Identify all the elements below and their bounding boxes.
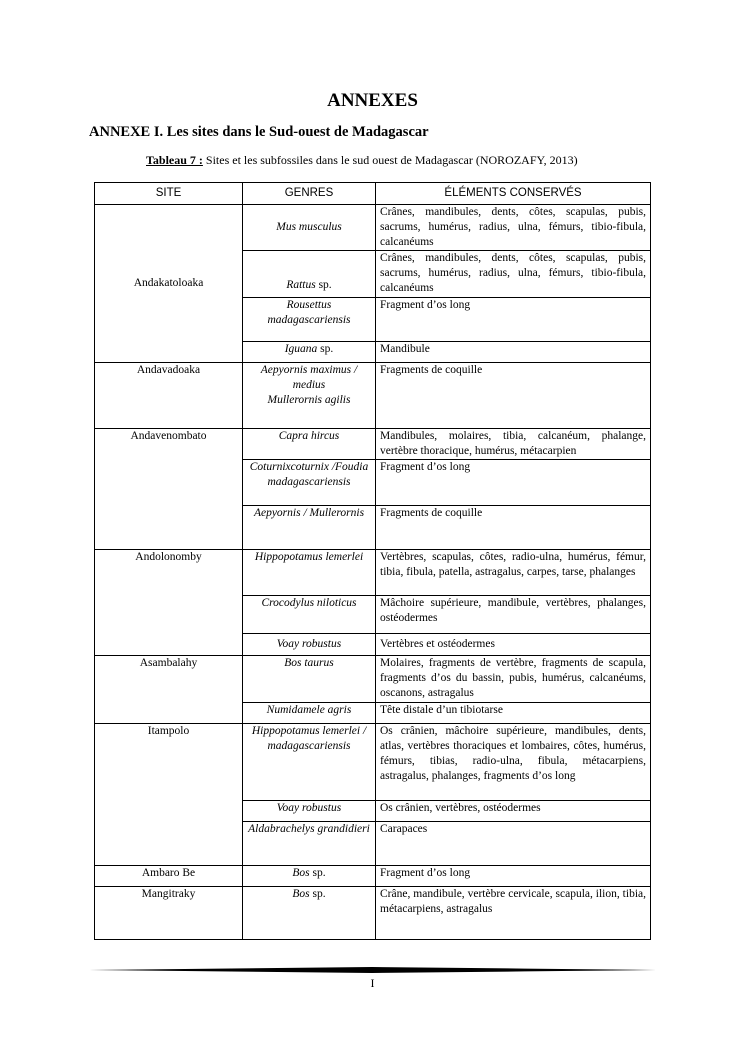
page-title: ANNEXES	[327, 90, 418, 111]
elements-cell: Os crânien, mâchoire supérieure, mandibules, dents, atlas, vertèbres thoraciques et lombaires, côtes, humérus, fémurs, tibias, radio-ulna, fibula, métacarpiens, astragalus, phalanges, fragments d’os long	[376, 724, 651, 801]
genre-cell: Capra hircus	[243, 429, 376, 460]
table-row	[95, 363, 651, 429]
genre-cell: Rousettus madagascariensis	[243, 298, 376, 342]
elements-cell: Carapaces	[376, 822, 651, 866]
genre-cell: Aepyornis / Mullerornis	[243, 506, 376, 550]
site-cell: Asambalahy	[95, 656, 243, 724]
table-row	[95, 887, 651, 940]
genre-cell: Hippopotamus lemerlei / madagascariensis	[243, 724, 376, 801]
site-cell: Mangitraky	[95, 887, 243, 940]
elements-cell: Fragment d’os long	[376, 866, 651, 887]
elements-cell: Os crânien, vertèbres, ostéodermes	[376, 801, 651, 822]
subfossil-sites-table	[94, 182, 651, 940]
genre-cell: Mus musculus	[243, 205, 376, 251]
elements-cell: Fragment d’os long	[376, 298, 651, 342]
genre-cell: Iguana sp.	[243, 342, 376, 363]
page-number: I	[370, 976, 375, 990]
genre-cell: Crocodylus niloticus	[243, 596, 376, 634]
genre-cell: Aldabrachelys grandidieri	[243, 822, 376, 866]
site-cell: Ambaro Be	[95, 866, 243, 887]
genre-cell: Bos sp.	[243, 866, 376, 887]
elements-cell: Fragments de coquille	[376, 363, 651, 429]
elements-cell: Crânes, mandibules, dents, côtes, scapulas, pubis, sacrums, humérus, radius, ulna, fémurs, tibio-fibula, calcanéums	[376, 205, 651, 251]
genre-cell: Voay robustus	[243, 634, 376, 656]
site-cell: Andakatoloaka	[95, 205, 243, 363]
table-header-row	[95, 183, 651, 205]
genre-cell: Numidamele agris	[243, 703, 376, 724]
site-cell: Itampolo	[95, 724, 243, 866]
elements-cell: Fragment d’os long	[376, 460, 651, 506]
header-elements: ÉLÉMENTS CONSERVÉS	[376, 183, 651, 205]
genre-cell: Rattus sp.	[243, 251, 376, 298]
genre-cell: Coturnixcoturnix /Foudia madagascariensis	[243, 460, 376, 506]
table-row	[95, 656, 651, 703]
footer-rule	[89, 966, 656, 974]
site-cell: Andavenombato	[95, 429, 243, 550]
elements-cell: Mandibule	[376, 342, 651, 363]
site-cell: Andolonomby	[95, 550, 243, 656]
table-row	[95, 205, 651, 251]
genre-cell: Bos sp.	[243, 887, 376, 940]
header-site: SITE	[95, 183, 243, 205]
table-row	[95, 724, 651, 801]
elements-cell: Fragments de coquille	[376, 506, 651, 550]
caption-label: Tableau 7 :	[146, 153, 203, 167]
annex-subtitle: ANNEXE I. Les sites dans le Sud-ouest de Madagascar	[89, 124, 429, 140]
genre-cell: Voay robustus	[243, 801, 376, 822]
elements-cell: Vertèbres et ostéodermes	[376, 634, 651, 656]
elements-cell: Mandibules, molaires, tibia, calcanéum, phalange, vertèbre thoracique, humérus, métacarpien	[376, 429, 651, 460]
genre-cell: Aepyornis maximus / medius Mullerornis agilis	[243, 363, 376, 429]
elements-cell: Molaires, fragments de vertèbre, fragments de scapula, fragments d’os du bassin, pubis, humérus, calcanéums, oscanons, astragalus	[376, 656, 651, 703]
site-cell: Andavadoaka	[95, 363, 243, 429]
genre-cell: Hippopotamus lemerlei	[243, 550, 376, 596]
caption-text: Sites et les subfossiles dans le sud ouest de Madagascar (NOROZAFY, 2013)	[202, 153, 578, 167]
header-genres: GENRES	[243, 183, 376, 205]
genre-cell: Bos taurus	[243, 656, 376, 703]
table-row	[95, 550, 651, 596]
elements-cell: Crânes, mandibules, dents, côtes, scapulas, pubis, sacrums, humérus, radius, ulna, fémurs, tibio-fibula, calcanéums	[376, 251, 651, 298]
table-caption	[146, 153, 578, 168]
table-row	[95, 866, 651, 887]
elements-cell: Crâne, mandibule, vertèbre cervicale, scapula, ilion, tibia, métacarpiens, astragalus	[376, 887, 651, 940]
elements-cell: Tête distale d’un tibiotarse	[376, 703, 651, 724]
elements-cell: Vertèbres, scapulas, côtes, radio-ulna, humérus, fémur, tibia, fibula, patella, astragalus, carpes, tarse, phalanges	[376, 550, 651, 596]
elements-cell: Mâchoire supérieure, mandibule, vertèbres, phalanges, ostéodermes	[376, 596, 651, 634]
table-row	[95, 429, 651, 460]
